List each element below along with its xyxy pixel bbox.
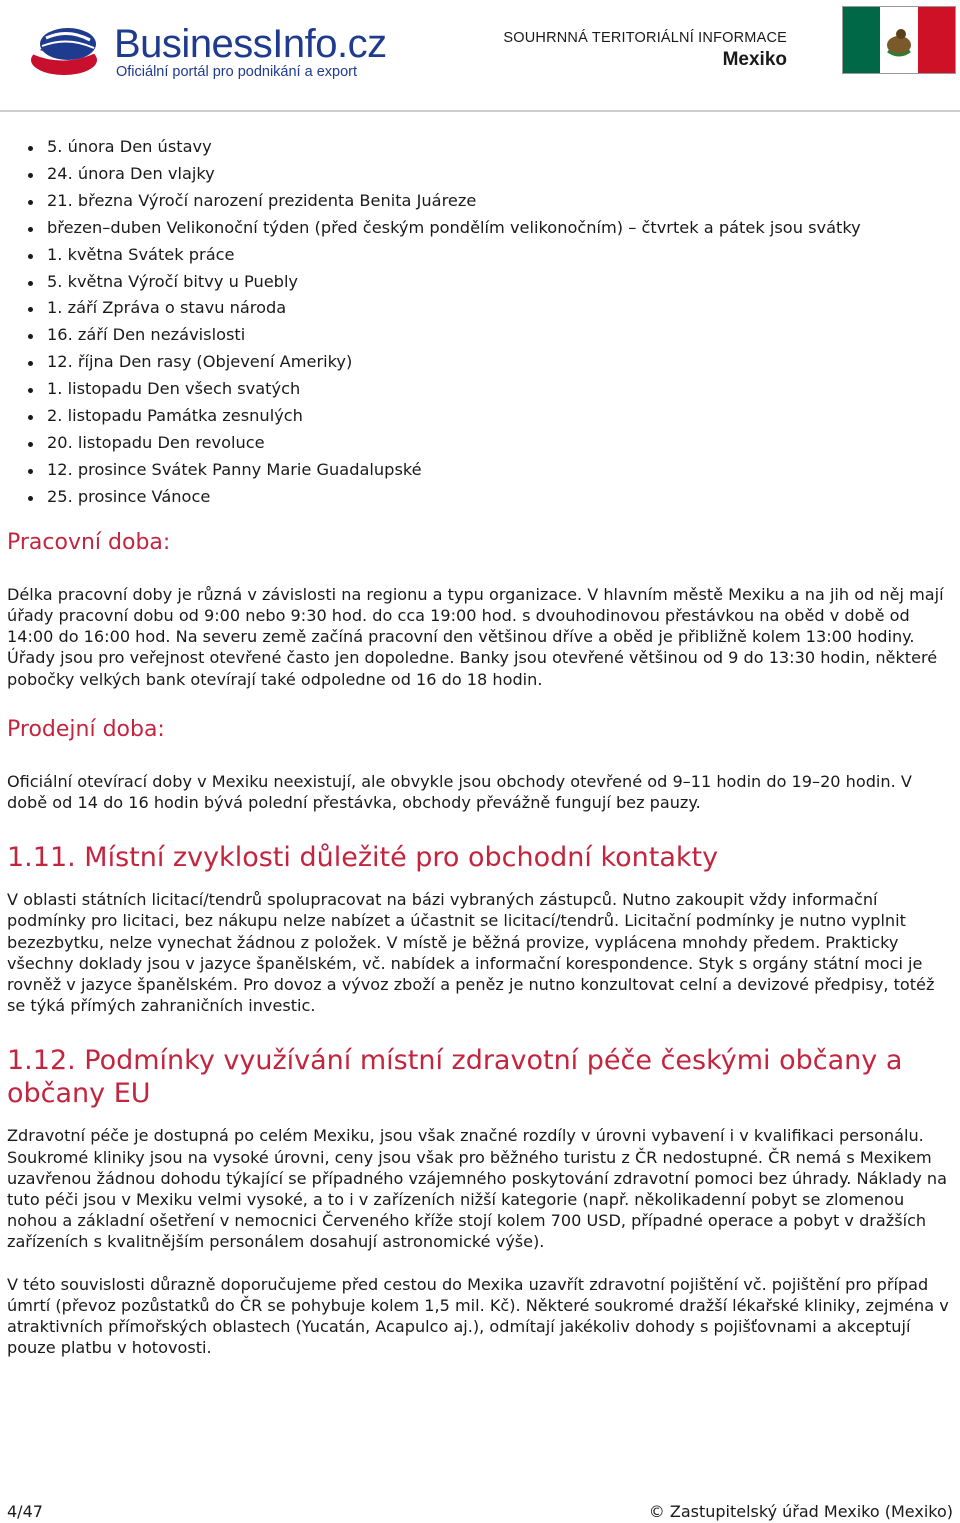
list-item: 1. května Svátek práce [7, 242, 955, 269]
list-item: 24. února Den vlajky [7, 161, 955, 188]
copyright-source: © Zastupitelský úřad Mexiko (Mexiko) [648, 1502, 953, 1521]
list-item: 1. listopadu Den všech svatých [7, 376, 955, 403]
mexico-flag-icon [842, 6, 956, 74]
section-112-paragraph-2: V této souvislosti důrazně doporučujeme před cestou do Mexika uzavřít zdravotní pojištění vč. pojištění pro případ úmrtí (převoz pozůstatků do ČR se pohybuje kolem 1,5 mil. Kč). Některé soukromé dražší lékařské kliniky, zejména v atraktivních přímořských oblastech (Yucatán, Acapulco aj.), odmítají jakékoliv dohody s pojišťovnami a akceptují pouze platbu v hotovosti. [7, 1274, 949, 1358]
list-item: březen–duben Velikonoční týden (před českým pondělím velikonočním) – čtvrtek a pátek jsou svátky [7, 215, 955, 242]
page-header [0, 0, 960, 100]
logo-name: BusinessInfo.cz [114, 22, 387, 66]
flag-stripe-red [918, 7, 955, 73]
logo-tagline: Oficiální portál pro podnikání a export [116, 64, 357, 80]
coat-of-arms-icon [880, 21, 918, 61]
list-item: 1. září Zpráva o stavu národa [7, 295, 955, 322]
list-item: 5. února Den ústavy [7, 134, 955, 161]
list-item: 2. listopadu Památka zesnulých [7, 403, 955, 430]
sales-hours-heading: Prodejní doba: [7, 716, 165, 742]
list-item: 20. listopadu Den revoluce [7, 430, 955, 457]
list-item: 12. října Den rasy (Objevení Ameriky) [7, 349, 955, 376]
section-111-heading: 1.11. Místní zvyklosti důležité pro obchodní kontakty [7, 842, 719, 874]
working-hours-heading: Pracovní doba: [7, 529, 171, 555]
businessinfo-logo[interactable] [28, 18, 388, 84]
list-item: 5. května Výročí bitvy u Puebly [7, 269, 955, 296]
globe-logo-icon [28, 24, 108, 80]
header-title-block [503, 30, 787, 71]
sales-hours-text: Oficiální otevírací doby v Mexiku neexistují, ale obvykle jsou obchody otevřené od 9–11 hodin do 19–20 hodin. V době od 14 do 16 hodin bývá polední přestávka, obchody převážně fungují bez pauzy. [7, 771, 912, 812]
flag-stripe-white [880, 7, 917, 73]
list-item: 16. září Den nezávislosti [7, 322, 955, 349]
list-item: 21. března Výročí narození prezidenta Benita Juáreze [7, 188, 955, 215]
section-112-heading: 1.12. Podmínky využívání místní zdravotní péče českými občany a občany EU [7, 1045, 903, 1110]
main-content [7, 134, 955, 1358]
working-hours-text: Délka pracovní doby je různá v závislosti na regionu a typu organizace. V hlavním městě Mexiku a na jih od něj mají úřady pracovní dobu od 9:00 nebo 9:30 hod. do cca 19:00 hod. s dvouhodinovou přestávkou na oběd v době od 14:00 do 16:00 hod. Na severu země začíná pracovní den většinou dříve a oběd je přibližně kolem 13:00 hodiny. Úřady jsou pro veřejnost otevřené často jen dopoledne. Banky jsou otevřené většinou od 9 do 13:30 hodin, některé pobočky velkých bank otevírají také odpoledne od 16 do 18 hodin. [7, 584, 944, 689]
section-112-paragraph-1: Zdravotní péče je dostupná po celém Mexiku, jsou však značné rozdíly v úrovni vybavení i v kvalifikaci personálu. Soukromé kliniky jsou na vysoké úrovni, ceny jsou však pro běžného turistu z ČR nedostupné. ČR nemá s Mexikem uzavřenou žádnou dohodu týkající se případného vzájemného poskytování zdravotní pomoci bez úhrady. Náklady na tuto péči jsou v Mexiku velmi vysoké, a to i v zařízeních nižší kategorie (např. několikadenní pobyt se zlomenou nohou a základní ošetření v nemocnici Červeného kříže stojí kolem 700 USD, případné operace a pobyt v dražších zařízeních s kvalitnějším personálem dosahují astronomické výše). [7, 1126, 947, 1252]
flag-stripe-green [843, 7, 880, 73]
header-divider [0, 110, 960, 112]
list-item: 25. prosince Vánoce [7, 484, 955, 511]
holiday-list [7, 134, 955, 511]
section-111-text: V oblasti státních licitací/tendrů spolupracovat na bázi vybraných zástupců. Nutno zakoupit vždy informační podmínky pro licitaci, bez nákupu nelze nabízet a účastnit se licitací/tendrů. Licitační podmínky je nutno vyplnit bezezbytku, nelze vynechat žádnou z položek. V místě je běžná provize, vyplácena mnohdy předem. Prakticky všechny doklady jsou v jazyce španělském, vč. nabídek a informační korespondence. Styk s orgány státní moci je rovněž v jazyce španělském. Pro dovoz a vývoz zboží a peněz je nutno konzultovat celní a devizové předpisy, totéž se týká přímých zahraničních investic. [7, 890, 935, 1016]
list-item: 12. prosince Svátek Panny Marie Guadalupské [7, 457, 955, 484]
header-country: Mexiko [722, 49, 787, 70]
header-subtitle: SOUHRNNÁ TERITORIÁLNÍ INFORMACE [503, 30, 787, 46]
page-number: 4/47 [7, 1502, 43, 1521]
